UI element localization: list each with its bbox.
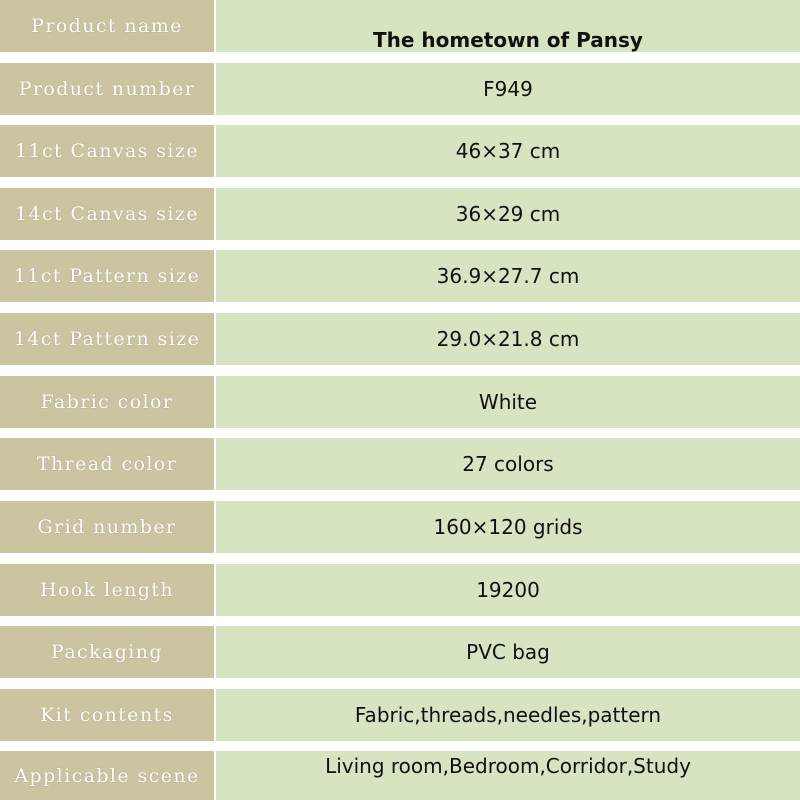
spec-row-product-name <box>0 0 800 52</box>
spec-value: Fabric,threads,needles,pattern <box>354 703 662 727</box>
spec-label-cell <box>0 438 214 490</box>
spec-label: Packaging <box>51 641 163 663</box>
spec-row-14ct-pattern-size <box>0 313 800 365</box>
spec-value: 27 colors <box>462 452 554 476</box>
spec-value-cell <box>216 313 800 365</box>
spec-label-cell <box>0 250 214 302</box>
spec-label: 11ct Canvas size <box>15 140 199 162</box>
spec-value: White <box>478 390 538 414</box>
spec-value-cell <box>216 250 800 302</box>
spec-value: 29.0×21.8 cm <box>436 327 580 351</box>
spec-value-cell <box>216 564 800 616</box>
spec-label-cell <box>0 751 214 800</box>
spec-value: 36×29 cm <box>455 202 561 226</box>
spec-label: 14ct Canvas size <box>15 203 199 225</box>
spec-label-cell <box>0 689 214 741</box>
spec-label: Applicable scene <box>14 764 200 787</box>
spec-value-cell <box>216 0 800 52</box>
spec-label-cell <box>0 125 214 177</box>
spec-label: Kit contents <box>40 704 174 726</box>
spec-label-cell <box>0 63 214 115</box>
spec-row-fabric-color <box>0 376 800 428</box>
spec-value-cell <box>216 63 800 115</box>
spec-label-cell <box>0 0 214 52</box>
spec-label: Thread color <box>36 453 178 475</box>
spec-label-cell <box>0 501 214 553</box>
spec-row-product-number <box>0 63 800 115</box>
spec-value-cell <box>216 438 800 490</box>
spec-value-cell <box>216 125 800 177</box>
spec-label: 14ct Pattern size <box>13 328 201 350</box>
spec-value: PVC bag <box>466 640 550 664</box>
spec-row-11ct-pattern-size <box>0 250 800 302</box>
spec-value-cell <box>216 751 800 800</box>
spec-row-thread-color <box>0 438 800 490</box>
spec-value: 46×37 cm <box>455 139 561 163</box>
spec-label: Product name <box>31 15 183 37</box>
spec-row-11ct-canvas-size <box>0 125 800 177</box>
spec-value: Living room,Bedroom,Corridor,Study <box>325 754 691 778</box>
spec-label-cell <box>0 626 214 678</box>
spec-value: 36.9×27.7 cm <box>436 264 580 288</box>
spec-row-packaging <box>0 626 800 678</box>
spec-row-applicable-scene <box>0 751 800 800</box>
spec-value-cell <box>216 188 800 240</box>
spec-label: Product number <box>18 78 196 100</box>
spec-value-cell <box>216 689 800 741</box>
spec-value-cell <box>216 376 800 428</box>
spec-row-14ct-canvas-size <box>0 188 800 240</box>
spec-row-hook-length <box>0 564 800 616</box>
product-name-value: The hometown of Pansy <box>373 28 643 52</box>
spec-label-cell <box>0 188 214 240</box>
spec-row-kit-contents <box>0 689 800 741</box>
spec-value: 160×120 grids <box>433 515 583 539</box>
spec-label-cell <box>0 313 214 365</box>
spec-value-cell <box>216 501 800 553</box>
spec-label: 11ct Pattern size <box>13 265 201 287</box>
spec-label-cell <box>0 564 214 616</box>
spec-label: Fabric color <box>40 391 174 413</box>
spec-label-cell <box>0 376 214 428</box>
spec-value-cell <box>216 626 800 678</box>
spec-value: 19200 <box>476 578 540 602</box>
spec-label: Grid number <box>37 516 177 538</box>
spec-value: F949 <box>483 77 533 101</box>
spec-row-grid-number <box>0 501 800 553</box>
spec-label: Hook length <box>40 579 174 601</box>
